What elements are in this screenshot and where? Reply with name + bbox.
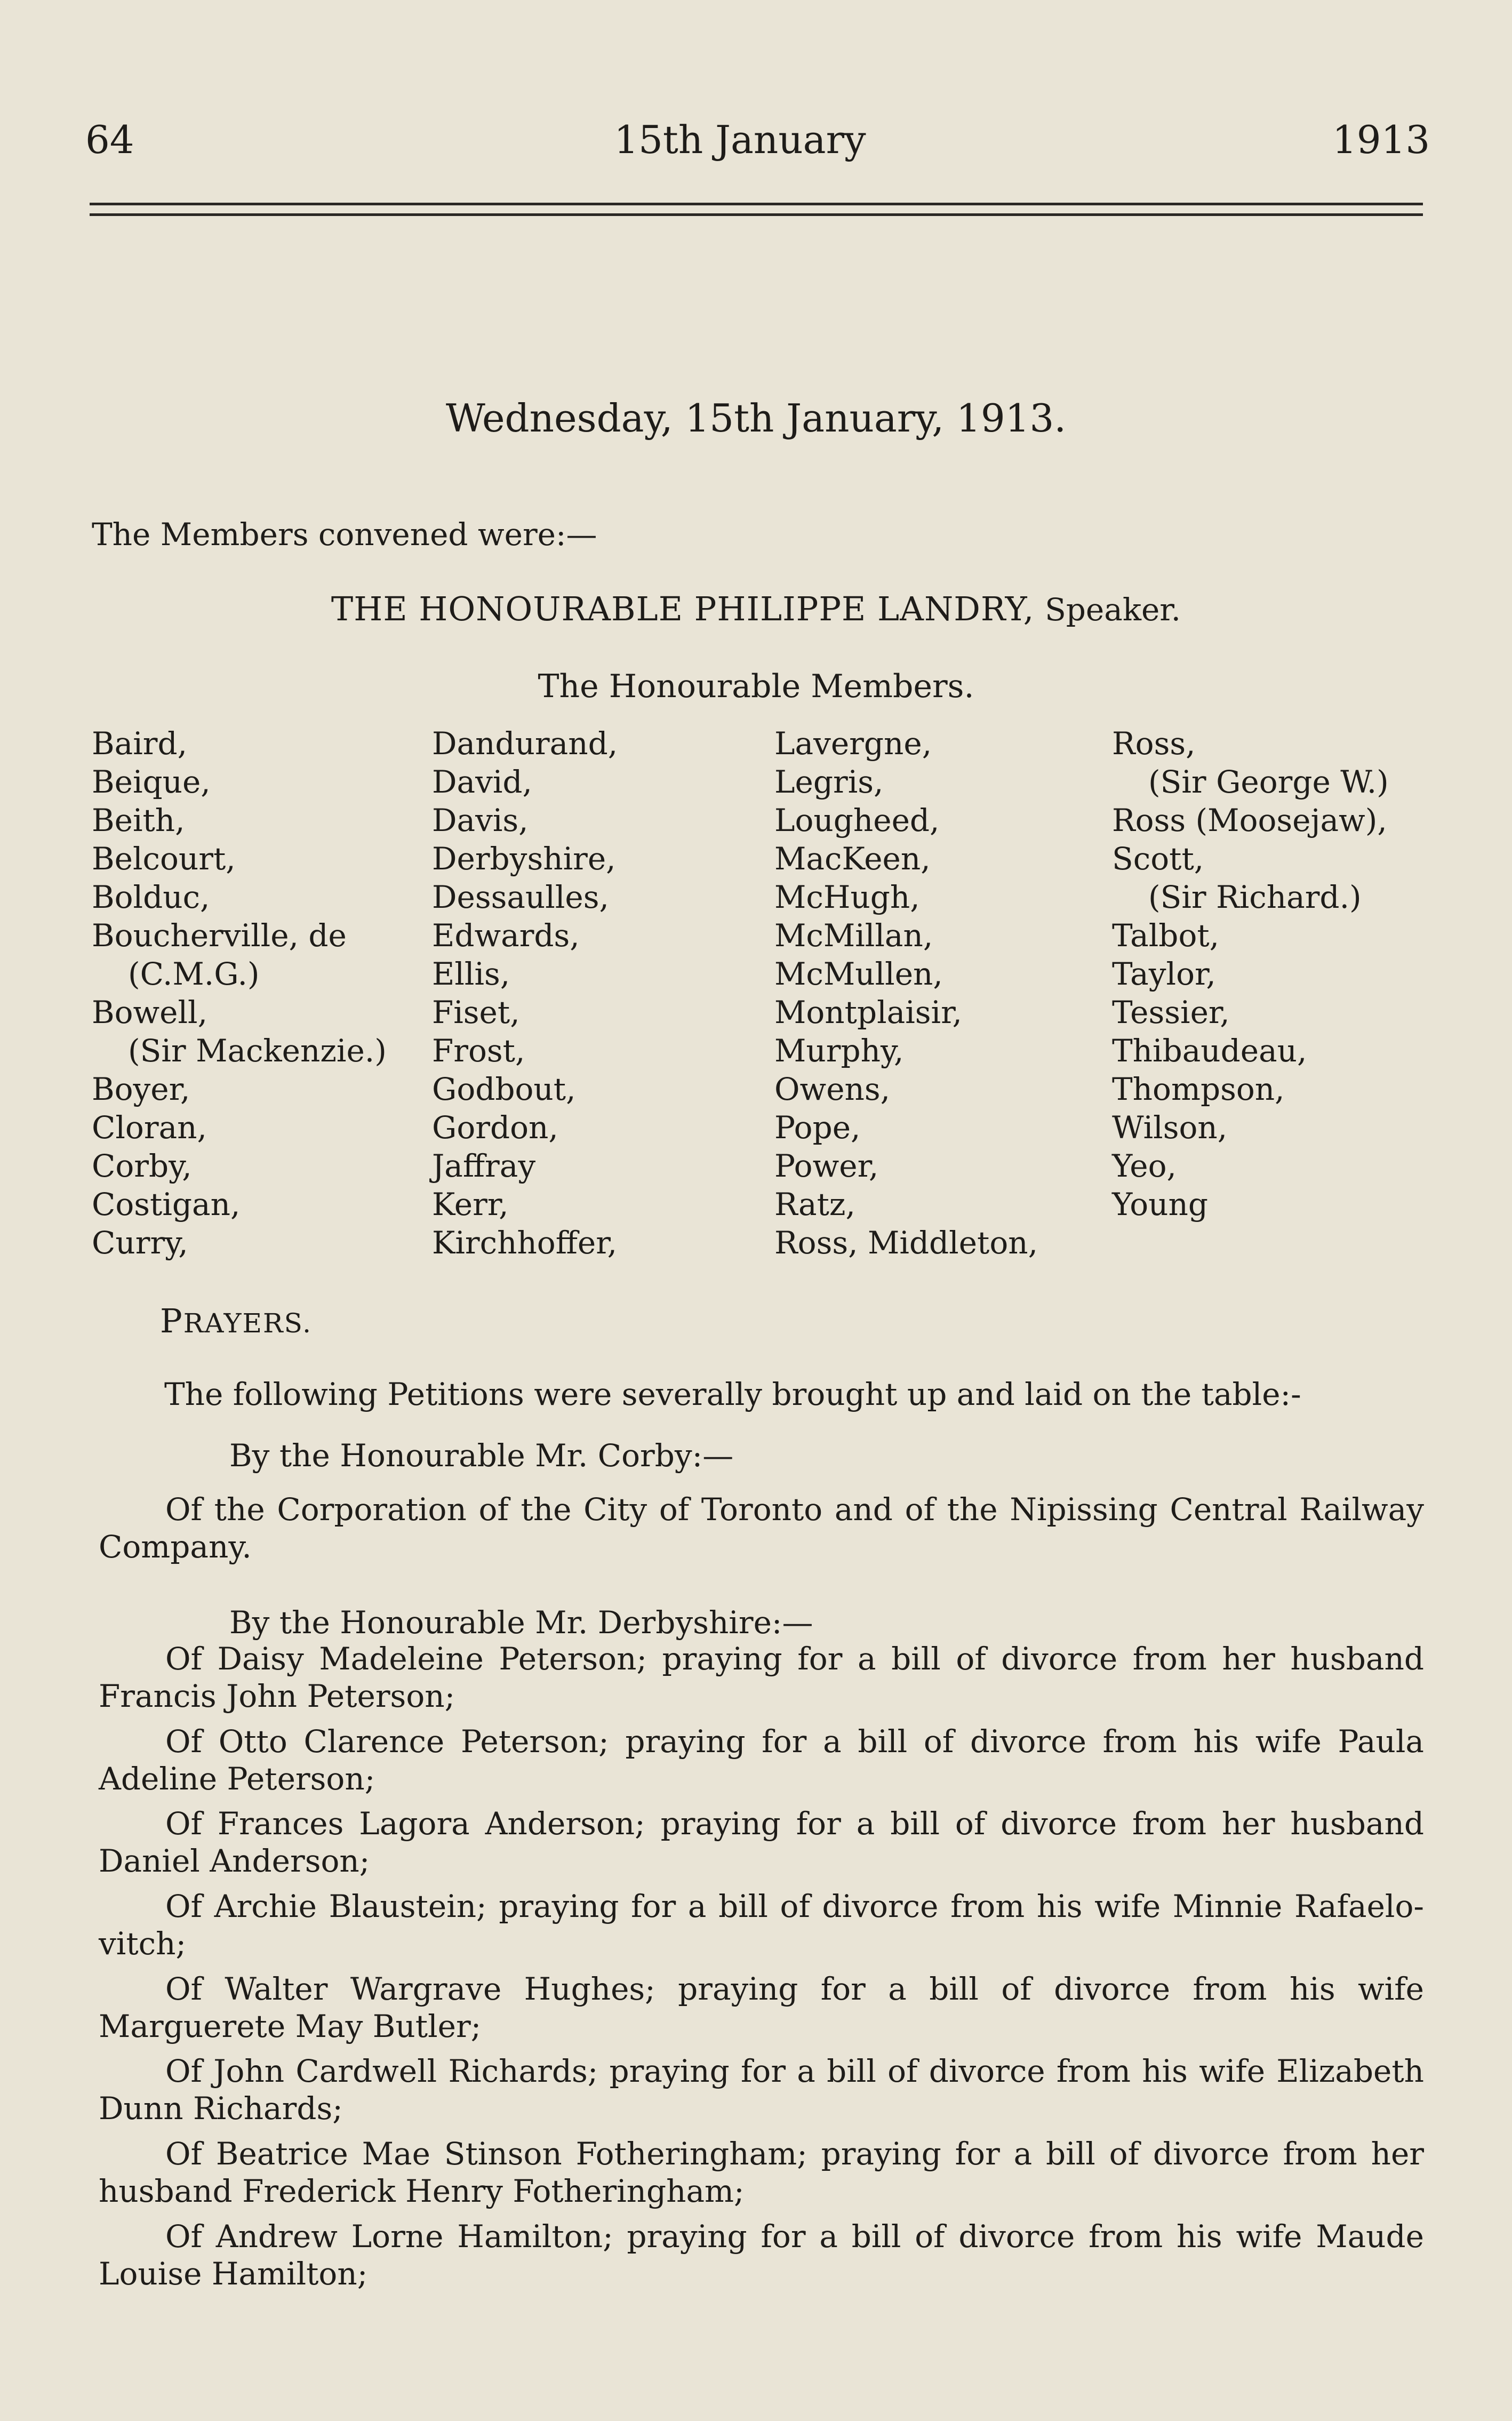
member-name: Legris, [774, 764, 884, 800]
petition-1: Of Daisy Madeleine Peterson; praying for a bill of divorce from her husband Francis John Peterson; [99, 1641, 1424, 1714]
petition-6: Of John Cardwell Richards; praying for a bill of divorce from his wife Elizabeth Dunn Richards; [99, 2053, 1424, 2127]
member-name: Dessaulles, [432, 879, 609, 915]
members-heading: The Honourable Members. [538, 668, 974, 705]
speaker-name: THE HONOURABLE PHILIPPE LANDRY, [331, 589, 1035, 628]
member-name: Pope, [774, 1109, 861, 1146]
member-name: Boucherville, de [92, 917, 347, 954]
petition-3: Of Frances Lagora Anderson; praying for a bill of divorce from her husband Daniel Anderson; [99, 1805, 1424, 1879]
member-name: Fiset, [432, 994, 520, 1030]
member-name: Ross, Middleton, [774, 1225, 1038, 1261]
member-name: Curry, [92, 1225, 188, 1261]
petition-5: Of Walter Wargrave Hughes; praying for a bill of divorce from his wife Marguerete May Butler; [99, 1971, 1424, 2044]
speaker-line [0, 589, 1512, 628]
member-name: Thibaudeau, [1112, 1033, 1307, 1069]
member-name: Edwards, [432, 917, 580, 954]
member-name: Wilson, [1112, 1109, 1228, 1146]
by-derbyshire: By the Honourable Mr. Derbyshire:— [229, 1604, 813, 1641]
member-name: McMillan, [774, 917, 933, 954]
member-name: Yeo, [1112, 1148, 1177, 1184]
member-name: Kerr, [432, 1186, 509, 1223]
prayers-rest: RAYERS. [183, 1308, 312, 1339]
member-name: Frost, [432, 1033, 525, 1069]
members-column-1 [92, 724, 387, 1262]
member-name: Lougheed, [774, 802, 940, 838]
member-name: Ellis, [432, 956, 510, 992]
member-name: McMullen, [774, 956, 943, 992]
member-name: Cloran, [92, 1109, 207, 1146]
petition-8: Of Andrew Lorne Hamilton; praying for a bill of divorce from his wife Maude Louise Hamilton; [99, 2218, 1424, 2292]
corby-petition: Of the Corporation of the City of Toronto and of the Nipissing Central Railway Company. [99, 1491, 1424, 1565]
member-name: Bowell, [92, 994, 208, 1030]
by-corby: By the Honourable Mr. Corby:— [229, 1437, 734, 1474]
page-number: 64 [85, 117, 134, 162]
member-name: Beith, [92, 802, 185, 838]
member-name: Ross, [1112, 725, 1196, 762]
sitting-date-heading: Wednesday, 15th January, 1913. [445, 396, 1067, 441]
member-name: Young [1112, 1186, 1209, 1223]
member-name: (Sir George W.) [1148, 764, 1389, 800]
member-name: Thompson, [1112, 1071, 1285, 1107]
member-name: Ratz, [774, 1186, 855, 1223]
convened-intro: The Members convened were:— [92, 516, 597, 553]
member-name: Talbot, [1112, 917, 1220, 954]
member-name: Murphy, [774, 1033, 904, 1069]
member-name: Dandurand, [432, 725, 618, 762]
running-head-date: 15th January [614, 117, 866, 162]
members-column-3 [774, 724, 1038, 1262]
speaker-role: Speaker. [1045, 592, 1181, 628]
prayers-heading [160, 1301, 312, 1340]
member-name: Corby, [92, 1148, 192, 1184]
member-name: David, [432, 764, 532, 800]
member-name: MacKeen, [774, 841, 931, 877]
member-name: Godbout, [432, 1071, 576, 1107]
member-name: Davis, [432, 802, 529, 838]
header-rule-top [90, 203, 1423, 205]
member-name: Jaffray [432, 1148, 536, 1184]
member-name: Kirchhoffer, [432, 1225, 618, 1261]
members-column-4 [1112, 724, 1389, 1224]
member-name: Taylor, [1112, 956, 1216, 992]
member-name: (Sir Mackenzie.) [128, 1033, 387, 1069]
member-name: Ross (Moosejaw), [1112, 802, 1387, 838]
prayers-initial: P [160, 1301, 183, 1340]
member-name: (Sir Richard.) [1148, 879, 1362, 915]
petition-2: Of Otto Clarence Peterson; praying for a bill of divorce from his wife Paula Adeline Peterson; [99, 1723, 1424, 1797]
member-name: Baird, [92, 725, 188, 762]
member-name: Tessier, [1112, 994, 1230, 1030]
petitions-intro: The following Petitions were severally brought up and laid on the table:- [164, 1376, 1301, 1412]
member-name: Scott, [1112, 841, 1204, 877]
member-name: Montplaisir, [774, 994, 962, 1030]
member-name: Lavergne, [774, 725, 932, 762]
member-name: (C.M.G.) [128, 956, 260, 992]
members-column-2 [432, 724, 618, 1262]
petition-7: Of Beatrice Mae Stinson Fotheringham; praying for a bill of divorce from her husband Frederick Henry Fotheringham; [99, 2136, 1424, 2209]
member-name: Gordon, [432, 1109, 558, 1146]
member-name: McHugh, [774, 879, 920, 915]
member-name: Boyer, [92, 1071, 190, 1107]
member-name: Derbyshire, [432, 841, 616, 877]
member-name: Beique, [92, 764, 211, 800]
member-name: Costigan, [92, 1186, 241, 1223]
running-head-year: 1913 [1332, 117, 1430, 162]
member-name: Power, [774, 1148, 879, 1184]
petition-4: Of Archie Blaustein; praying for a bill of divorce from his wife Minnie Rafaelo-vitch; [99, 1888, 1424, 1962]
member-name: Belcourt, [92, 841, 236, 877]
member-name: Owens, [774, 1071, 891, 1107]
member-name: Bolduc, [92, 879, 210, 915]
header-rule-bottom [90, 213, 1423, 216]
